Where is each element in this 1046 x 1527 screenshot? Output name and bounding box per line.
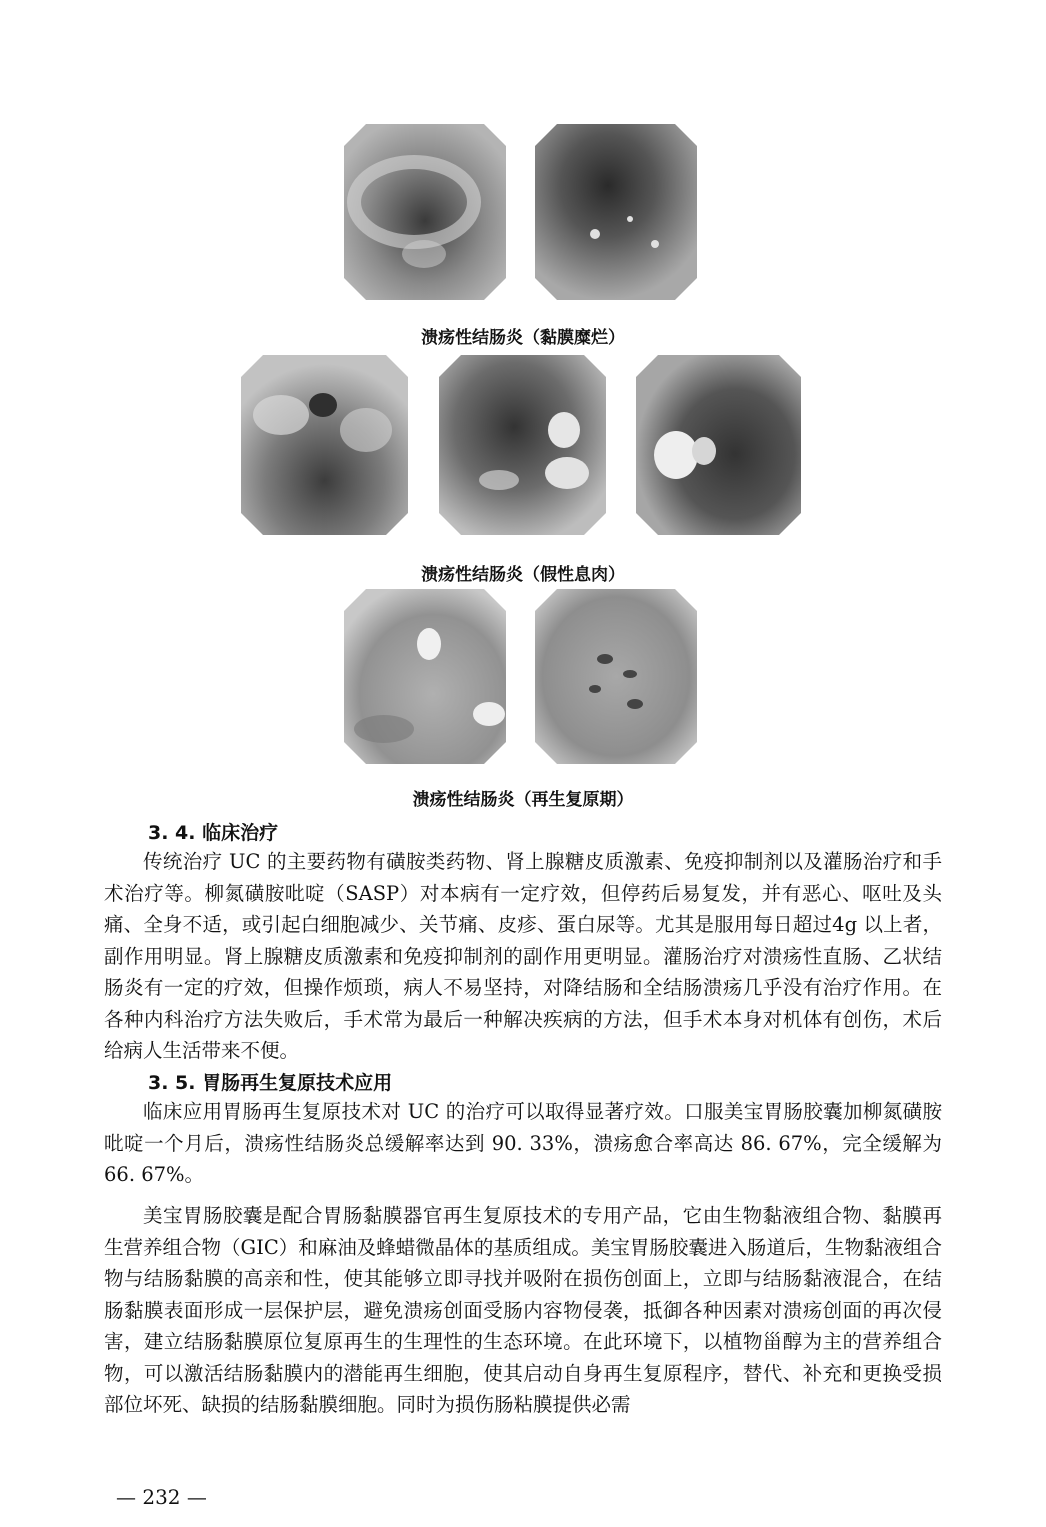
endoscopy-image <box>344 589 506 764</box>
endoscopy-image <box>439 355 606 535</box>
paragraph-capsule-description: 美宝胃肠胶囊是配合胃肠黏膜器官再生复原技术的专用产品，它由生物黏液组合物、黏膜再生营养组合物（GIC）和麻油及蜂蜡微晶体的基质组成。美宝胃肠胶囊进入肠道后，生物黏液组合物与结肠黏膜的高亲和性，使其能够立即寻找并吸附在损伤创面上，立即与结肠黏液混合，在结肠黏膜表面形成一层保护层，避免溃疡创面受肠内容物侵袭，抵御各种因素对溃疡创面的再次侵害，建立结肠黏膜原位复原再生的生理性的生态环境。在此环境下，以植物甾醇为主的营养组合物，可以激活结肠黏膜内的潜能再生细胞，使其启动自身再生复原程序，替代、补充和更换受损部位坏死、缺损的结肠黏膜细胞。同时为损伤肠粘膜提供必需 <box>104 1204 942 1416</box>
section-heading-clinical-treatment: 3. 4. 临床治疗 <box>148 822 279 844</box>
endoscopy-photo-regeneration-2 <box>535 589 697 764</box>
figure-caption-regeneration: 溃疡性结肠炎（再生复原期） <box>412 790 634 810</box>
endoscopy-photo-pseudopolyp-3 <box>636 355 801 535</box>
paragraph-clinical-treatment: 传统治疗 UC 的主要药物有磺胺类药物、肾上腺糖皮质激素、免疫抑制剂以及灌肠治疗和手术治疗等。柳氮磺胺吡啶（SASP）对本病有一定疗效，但停药后易复发，并有恶心、呕吐及头痛、全身不适，或引起白细胞减少、关节痛、皮疹、蛋白尿等。尤其是服用每日超过4g 以上者，副作用明显。肾上腺糖皮质激素和免疫抑制剂的副作用更明显。灌肠治疗对溃疡性直肠、乙状结肠炎有一定的疗效，但操作烦琐，病人不易坚持，对降结肠和全结肠溃疡几乎没有治疗作用。在各种内科治疗方法失败后，手术常为最后一种解决疾病的方法，但手术本身对机体有创伤，术后给病人生活带来不便。 <box>104 850 942 1062</box>
figure-caption-erosion: 溃疡性结肠炎（黏膜糜烂） <box>421 328 625 348</box>
endoscopy-image <box>241 355 408 535</box>
endoscopy-image <box>535 124 697 300</box>
endoscopy-photo-pseudopolyp-2 <box>439 355 606 535</box>
section-heading-regeneration-technology: 3. 5. 胃肠再生复原技术应用 <box>148 1072 393 1094</box>
page-number: — 232 — <box>116 1485 207 1509</box>
figure-caption-pseudopolyp: 溃疡性结肠炎（假性息肉） <box>421 565 625 585</box>
endoscopy-image <box>344 124 506 300</box>
endoscopy-image <box>535 589 697 764</box>
endoscopy-photo-pseudopolyp-1 <box>241 355 408 535</box>
endoscopy-image <box>636 355 801 535</box>
endoscopy-photo-erosion-1 <box>344 124 506 300</box>
paragraph-regeneration-results: 临床应用胃肠再生复原技术对 UC 的治疗可以取得显著疗效。口服美宝胃肠胶囊加柳氮磺胺吡啶一个月后，溃疡性结肠炎总缓解率达到 90. 33%，溃疡愈合率高达 86. 67%，完全缓解为 66. 67%。 <box>104 1100 942 1186</box>
endoscopy-photo-erosion-2 <box>535 124 697 300</box>
endoscopy-photo-regeneration-1 <box>344 589 506 764</box>
